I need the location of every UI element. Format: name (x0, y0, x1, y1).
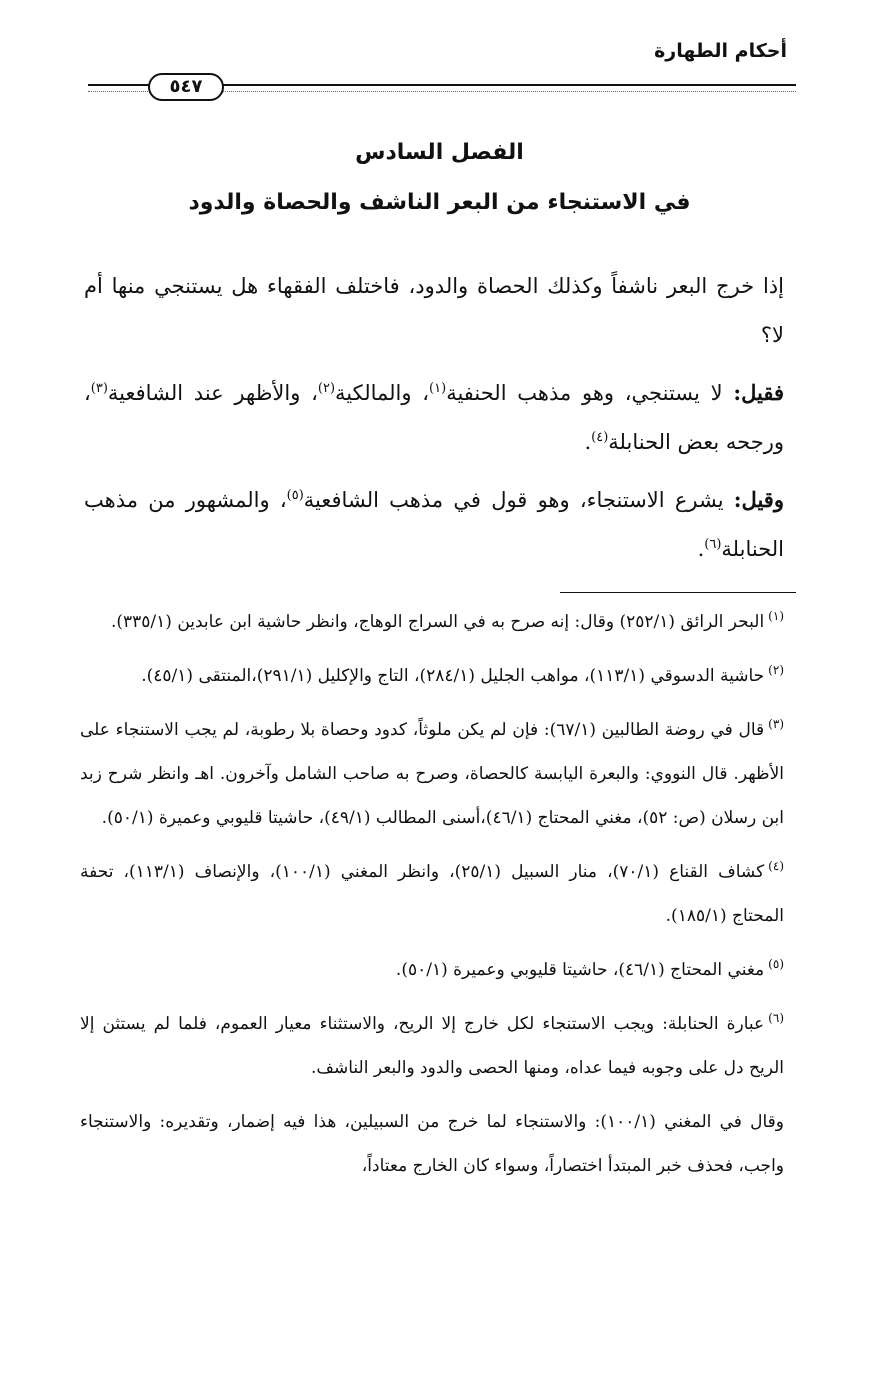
paragraph-text: ، والمالكية (335, 381, 430, 405)
footnote-6-continuation (80, 1100, 784, 1188)
paragraph-text: . (584, 430, 592, 454)
paragraph-text: ، والأظهر عند الشافعية (107, 381, 318, 405)
footnote-text: البحر الرائق (٢٥٢/١) وقال: إنه صرح به في السراج الوهاج، وانظر حاشية ابن عابدين (٣٣٥/١). (110, 612, 765, 632)
paragraph-lead: فقيل: (733, 380, 784, 405)
paragraph-1: إذا خرج البعر ناشفاً وكذلك الحصاة والدود، فاختلف الفقهاء هل يستنجي منها أم لا؟ (84, 274, 784, 347)
page-number: ٥٤٧ (148, 73, 224, 101)
footnote-text: حاشية الدسوقي (١١٣/١)، مواهب الجليل (٢٨٤/١)، التاج والإكليل (٢٩١/١)،المنتقى (٤٥/١). (141, 666, 765, 686)
footnote-ref[interactable]: (٤) (591, 430, 609, 445)
footnote-ref[interactable]: (٥) (286, 488, 304, 503)
footnotes (80, 600, 784, 1198)
footnote-number: (٣) (768, 717, 784, 732)
footnote-text: مغني المحتاج (٤٦/١)، حاشيتا قليوبي وعميرة (٥٠/١). (395, 960, 765, 980)
main-text (84, 262, 784, 582)
footnote-5 (80, 948, 784, 992)
paragraph-lead: وقيل: (733, 487, 784, 512)
footnote-1 (80, 600, 784, 644)
paragraph-text: . (697, 537, 705, 561)
chapter-subtitle: في الاستنجاء من البعر الناشف والحصاة والدود (188, 190, 691, 215)
footnote-ref[interactable]: (٣) (90, 381, 108, 396)
footnote-text: عبارة الحنابلة: ويجب الاستنجاء لكل خارج إلا الريح، والاستثناء معيار العموم، فلما لم يستثن إلا الريح دل على وجوبه فيما عداه، ومنها الحصى والدود والبعر الناشف. (80, 1014, 784, 1078)
footnote-separator (560, 592, 796, 593)
footnote-number: (٢) (768, 663, 784, 678)
paragraph-3 (84, 475, 784, 574)
footnote-ref[interactable]: (١) (429, 381, 447, 396)
paragraph-text: يشرع الاستنجاء، وهو قول في مذهب الشافعية (303, 488, 734, 512)
footnote-3 (80, 708, 784, 840)
footnote-number: (٤) (768, 859, 784, 874)
running-title: أحكام الطهارة (654, 40, 787, 62)
footnote-number: (١) (768, 609, 784, 624)
footnote-number: (٥) (768, 957, 784, 972)
footnote-text: كشاف القناع (٧٠/١)، منار السبيل (٢٥/١)، وانظر المغني (١٠٠/١)، والإنصاف (١١٣/١)، تحفة المحتاج (١٨٥/١). (80, 862, 784, 926)
footnote-4 (80, 850, 784, 938)
paragraph-text: ، والمشهور من مذهب الحنابلة (84, 488, 784, 561)
footnote-ref[interactable]: (٦) (704, 537, 722, 552)
footnote-6 (80, 1002, 784, 1090)
footnote-ref[interactable]: (٢) (317, 381, 336, 396)
paragraph-text: لا يستنجي، وهو مذهب الحنفية (446, 381, 734, 405)
footnote-text: قال في روضة الطالبين (٦٧/١): فإن لم يكن ملوثاً، كدود وحصاة بلا رطوبة، لم يجب الاستنجاء على الأظهر. قال النووي: والبعرة اليابسة كالحصاة، وصرح به صاحب الشامل وآخرون. اهـ وانظر شرح زبد ابن رسلان (ص: ٥٢)، مغني المحتاج (٤٦/١)،أسنى المطالب (٤٩/١)، حاشيتا قليوبي وعميرة (٥٠/١). (80, 720, 784, 828)
paragraph-2 (84, 368, 784, 467)
chapter-title: الفصل السادس (355, 140, 524, 165)
footnote-number: (٦) (768, 1011, 784, 1026)
footnote-2 (80, 654, 784, 698)
footnote-text: وقال في المغني (١٠٠/١): والاستنجاء لما خرج من السبيلين، هذا فيه إضمار، وتقديره: والاستنجاء واجب، فحذف خبر المبتدأ اختصاراً، وسواء كان الخارج معتاداً، (80, 1112, 784, 1176)
paragraph-text: ، ورجحه بعض الحنابلة (84, 381, 784, 454)
